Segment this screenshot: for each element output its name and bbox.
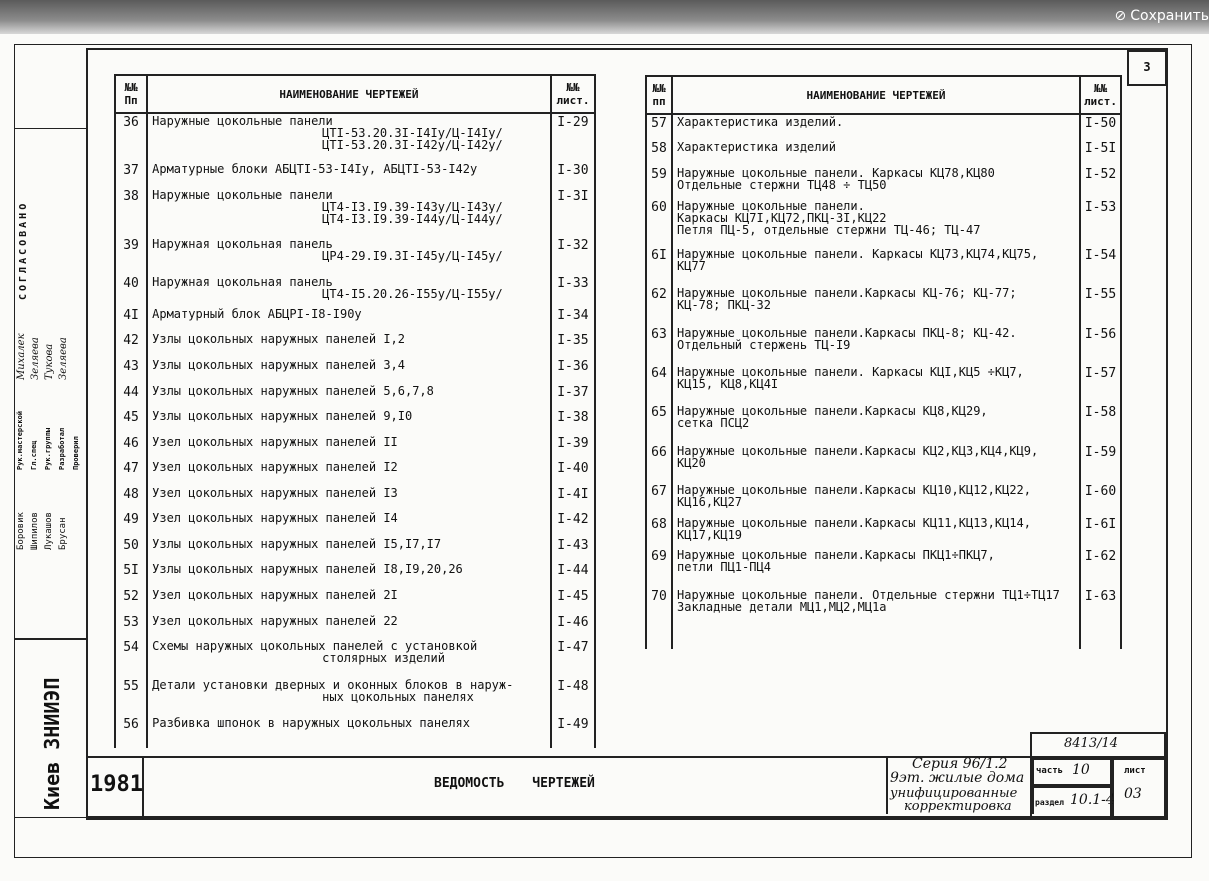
table-row <box>646 365 1121 404</box>
row-number: 67 <box>646 483 672 516</box>
table-row <box>115 435 595 461</box>
row-number: 53 <box>115 614 147 640</box>
agreed-label: СОГЛАСОВАНО <box>18 200 29 300</box>
row-number: 47 <box>115 460 147 486</box>
table-row <box>115 639 595 677</box>
row-number: 63 <box>646 326 672 365</box>
row-number: 5I <box>115 562 147 588</box>
row-name <box>147 511 551 537</box>
row-number: 52 <box>115 588 147 614</box>
row-sheet: I-46 <box>551 614 595 640</box>
row-number: 37 <box>115 162 147 188</box>
sheet-value: 03 <box>1124 786 1142 802</box>
row-sheet: I-4I <box>551 486 595 512</box>
row-number: 58 <box>646 140 672 166</box>
row-name-line: Узлы цокольных наружных панелей 5,6,7,8 <box>152 383 434 398</box>
row-sheet: I-39 <box>551 435 595 461</box>
row-name <box>672 588 1080 649</box>
side-role-label: Гл.спец <box>30 440 38 470</box>
row-name <box>147 307 551 333</box>
row-name-line: Наружные цокольные панели.Каркасы КЦ2,КЦ3,КЦ4,КЦ9, <box>677 443 1039 458</box>
row-sheet: I-58 <box>1080 404 1121 443</box>
row-name-line: ЦТI-53.20.3I-I42у/Ц-I42у/ <box>322 138 503 152</box>
row-name <box>147 275 551 307</box>
row-name-line: КЦ77 <box>677 259 706 274</box>
row-name-line: Арматурный блок АБЦРI-I8-I90у <box>152 306 362 321</box>
row-name <box>147 639 551 677</box>
row-name <box>147 716 551 748</box>
row-name <box>147 614 551 640</box>
row-name-line: Наружные цокольные панели. <box>677 199 865 214</box>
part-value: 10 <box>1072 762 1090 778</box>
row-name-line: Наружная цокольная панель <box>152 274 333 289</box>
row-sheet: I-48 <box>551 678 595 716</box>
row-sheet: I-5I <box>1080 140 1121 166</box>
row-sheet: I-42 <box>551 511 595 537</box>
section-value: 10.1-4 <box>1070 792 1115 808</box>
row-sheet: I-59 <box>1080 444 1121 483</box>
row-name <box>147 562 551 588</box>
row-name <box>672 516 1080 549</box>
row-name-line: ных цокольных панелях <box>322 689 474 704</box>
row-sheet: I-34 <box>551 307 595 333</box>
side-person-name: Лукашов <box>44 512 54 550</box>
table-row <box>646 140 1121 166</box>
col-num-header: №№ Пп <box>115 75 147 113</box>
row-name <box>147 188 551 237</box>
row-number: 4I <box>115 307 147 333</box>
row-sheet: I-55 <box>1080 286 1121 325</box>
table-row <box>115 358 595 384</box>
row-name-line: Узлы цокольных наружных панелей 9,I0 <box>152 409 413 424</box>
row-number: 68 <box>646 516 672 549</box>
row-name-line: КЦ17,КЦ19 <box>677 527 743 542</box>
document-title: ВЕДОМОСТЬ ЧЕРТЕЖЕЙ <box>434 776 595 791</box>
row-name-line: Наружные цокольные панели.Каркасы КЦ10,КЦ12,КЦ22, <box>677 482 1032 497</box>
series-line-3: унифицированные <box>890 786 1018 801</box>
table-row <box>646 588 1121 649</box>
row-name <box>147 435 551 461</box>
row-name-line: КЦ15, КЦ8,КЦ4I <box>677 377 779 392</box>
row-sheet: I-36 <box>551 358 595 384</box>
row-name-line: Схемы наружных цокольных панелей с установкой <box>152 639 478 654</box>
table-row <box>115 332 595 358</box>
row-number: 70 <box>646 588 672 649</box>
row-sheet: I-44 <box>551 562 595 588</box>
row-name-line: ЦТ4-I3.I9.39-I43у/Ц-I43у/ <box>322 199 503 214</box>
row-name-line: Закладные детали МЦ1,МЦ2,МЦ1а <box>677 599 887 614</box>
row-name <box>147 384 551 410</box>
row-number: 36 <box>115 113 147 162</box>
series-line-2: 9эт. жилые дома <box>890 770 1025 786</box>
row-number: 43 <box>115 358 147 384</box>
row-number: 40 <box>115 275 147 307</box>
row-name-line: сетка ПСЦ2 <box>677 416 750 431</box>
table-row <box>646 404 1121 443</box>
row-name-line: ЦТI-53.20.3I-I4Iу/Ц-I4Iу/ <box>322 126 503 140</box>
row-name-line: Наружные цокольные панели <box>152 114 333 128</box>
row-number: 54 <box>115 639 147 677</box>
table-row <box>646 114 1121 140</box>
row-sheet: I-45 <box>551 588 595 614</box>
table-header <box>646 76 1121 114</box>
table-row <box>115 588 595 614</box>
row-name-line: Характеристика изделий <box>677 140 836 155</box>
table-row <box>115 307 595 333</box>
col-sheet-header: №№ лист. <box>1080 76 1121 114</box>
row-name <box>672 444 1080 483</box>
row-number: 38 <box>115 188 147 237</box>
row-name <box>672 483 1080 516</box>
table-row <box>115 511 595 537</box>
year: 1981 <box>90 772 143 797</box>
row-name-line: Отдельный стержень ТЦ-I9 <box>677 337 851 352</box>
row-name <box>147 162 551 188</box>
row-number: 66 <box>646 444 672 483</box>
row-sheet: I-54 <box>1080 247 1121 286</box>
row-name <box>672 365 1080 404</box>
row-sheet: I-62 <box>1080 548 1121 587</box>
row-number: 55 <box>115 678 147 716</box>
row-name <box>672 140 1080 166</box>
side-agreed-name: Зеляева <box>30 337 41 380</box>
table-row <box>115 188 595 237</box>
row-name-line: ЦТ4-I3.I9.39-I44у/Ц-I44у/ <box>322 211 503 226</box>
table-row <box>115 162 595 188</box>
row-number: 57 <box>646 114 672 140</box>
row-sheet: I-49 <box>551 716 595 748</box>
row-number: 42 <box>115 332 147 358</box>
row-name <box>147 409 551 435</box>
table-row <box>115 486 595 512</box>
row-number: 46 <box>115 435 147 461</box>
row-name-line: Наружные цокольные панели.Каркасы ПКЦ1÷ПКЦ7, <box>677 548 995 563</box>
side-agreed-name: Михалек <box>16 333 27 380</box>
row-name <box>672 286 1080 325</box>
table-row <box>115 678 595 716</box>
table-row <box>646 548 1121 587</box>
row-sheet: I-3I <box>551 188 595 237</box>
row-name-line: Наружная цокольная панель <box>152 236 333 251</box>
row-name <box>147 678 551 716</box>
row-sheet: I-56 <box>1080 326 1121 365</box>
row-name-line: Узел цокольных наружных панелей I3 <box>152 485 398 500</box>
row-name-line: ЦР4-29.I9.3I-I45у/Ц-I45у/ <box>322 248 503 263</box>
row-number: 60 <box>646 199 672 247</box>
row-sheet: I-32 <box>551 237 595 275</box>
row-sheet: I-37 <box>551 384 595 410</box>
sheet-label: лист <box>1124 766 1146 776</box>
left-drawings-table <box>114 74 596 748</box>
row-name-line: Узлы цокольных наружных панелей I5,I7,I7 <box>152 536 442 551</box>
row-name <box>147 588 551 614</box>
save-button[interactable]: ⊘ Сохранить <box>1114 8 1209 24</box>
table-row <box>646 444 1121 483</box>
row-name <box>147 486 551 512</box>
col-name-header: НАИМЕНОВАНИЕ ЧЕРТЕЖЕЙ <box>672 76 1080 114</box>
row-name <box>147 237 551 275</box>
side-role-label: Рук.мастерской <box>16 410 24 470</box>
row-name-line: Наружные цокольные панели. Каркасы КЦI,КЦ5 ÷КЦ7, <box>677 365 1024 380</box>
section-label: раздел <box>1035 798 1064 807</box>
row-name-line: Наружные цокольные панели.Каркасы КЦ11,КЦ13,КЦ14, <box>677 515 1032 530</box>
row-sheet: I-35 <box>551 332 595 358</box>
row-sheet: I-30 <box>551 162 595 188</box>
row-number: 39 <box>115 237 147 275</box>
city-label: Киев ЗНИИЭП <box>40 677 64 810</box>
row-sheet: I-60 <box>1080 483 1121 516</box>
row-number: 48 <box>115 486 147 512</box>
row-number: 6I <box>646 247 672 286</box>
row-name <box>147 460 551 486</box>
row-number: 59 <box>646 166 672 199</box>
series-line-1: Серия 96/1.2 <box>912 756 1008 772</box>
row-name-line: Петля ПЦ-5, отдельные стержни ТЦ-46; ТЦ-47 <box>677 223 981 238</box>
table-row <box>646 286 1121 325</box>
col-name-header: НАИМЕНОВАНИЕ ЧЕРТЕЖЕЙ <box>147 75 551 113</box>
table-row <box>115 537 595 563</box>
side-person-name: Боровик <box>16 512 26 550</box>
table-row <box>115 275 595 307</box>
table-row <box>646 166 1121 199</box>
row-number: 65 <box>646 404 672 443</box>
side-person-name: Брусан <box>58 517 68 550</box>
side-agreed-name: Тукова <box>44 343 55 380</box>
row-sheet: I-50 <box>1080 114 1121 140</box>
row-sheet: I-33 <box>551 275 595 307</box>
row-number: 62 <box>646 286 672 325</box>
row-number: 45 <box>115 409 147 435</box>
row-name <box>147 113 551 162</box>
row-sheet: I-40 <box>551 460 595 486</box>
row-number: 50 <box>115 537 147 563</box>
row-name-line: Узел цокольных наружных панелей I4 <box>152 511 398 526</box>
row-sheet: I-6I <box>1080 516 1121 549</box>
row-name <box>672 548 1080 587</box>
table-row <box>115 113 595 162</box>
row-sheet: I-47 <box>551 639 595 677</box>
row-sheet: I-52 <box>1080 166 1121 199</box>
document-code: 8413/14 <box>1064 736 1119 751</box>
row-name-line: Наружные цокольные панели <box>152 187 333 202</box>
row-name-line: КЦ20 <box>677 455 706 470</box>
row-sheet: I-43 <box>551 537 595 563</box>
row-name <box>672 114 1080 140</box>
row-name-line: Отдельные стержни ТЦ48 ÷ ТЦ50 <box>677 178 887 193</box>
row-sheet: I-57 <box>1080 365 1121 404</box>
row-name-line: Детали установки дверных и оконных блоков в наруж- <box>152 677 514 692</box>
row-name <box>672 199 1080 247</box>
row-name-line: Характеристика изделий. <box>677 115 844 129</box>
series-line-4: корректировка <box>904 799 1012 814</box>
row-name-line: Узел цокольных наружных панелей 22 <box>152 613 398 628</box>
row-name-line: Наружные цокольные панели.Каркасы КЦ-76; КЦ-77; <box>677 286 1017 301</box>
table-row <box>646 247 1121 286</box>
row-name-line: Наружные цокольные панели. Каркасы КЦ78,КЦ80 <box>677 166 995 181</box>
row-name <box>147 358 551 384</box>
side-person-name: Шипилов <box>30 512 40 550</box>
row-name-line: Узел цокольных наружных панелей II <box>152 434 398 449</box>
table-row <box>115 614 595 640</box>
row-name-line: КЦ16,КЦ27 <box>677 494 743 509</box>
table-row <box>646 326 1121 365</box>
row-name <box>672 247 1080 286</box>
col-sheet-header: №№ лист. <box>551 75 595 113</box>
row-name-line: Арматурные блоки АБЦТI-53-I4Iу, АБЦТI-53-I42у <box>152 162 478 176</box>
row-name <box>147 537 551 563</box>
row-name <box>672 326 1080 365</box>
table-header <box>115 75 595 113</box>
row-number: 44 <box>115 384 147 410</box>
row-name-line: Узел цокольных наружных панелей I2 <box>152 460 398 475</box>
sheet-number: 3 <box>1127 50 1167 86</box>
row-name-line: Наружные цокольные панели. Отдельные стержни ТЦ1÷ТЦ17 <box>677 587 1060 602</box>
row-name <box>672 404 1080 443</box>
row-number: 56 <box>115 716 147 748</box>
row-name-line: Разбивка шпонок в наружных цокольных панелях <box>152 715 471 730</box>
row-name-line: Узлы цокольных наружных панелей 3,4 <box>152 357 405 372</box>
table-row <box>646 516 1121 549</box>
link-icon: ⊘ <box>1114 8 1127 24</box>
table-row <box>115 460 595 486</box>
row-name <box>147 332 551 358</box>
side-role-label: Проверил <box>72 436 80 470</box>
table-row <box>646 199 1121 247</box>
table-row <box>115 716 595 748</box>
row-sheet: I-63 <box>1080 588 1121 649</box>
row-name-line: петли ПЦ1-ПЦ4 <box>677 560 771 575</box>
row-sheet: I-53 <box>1080 199 1121 247</box>
row-name-line: Узел цокольных наружных панелей 2I <box>152 588 398 603</box>
table-row <box>115 562 595 588</box>
side-role-label: Рук.группы <box>44 427 52 470</box>
row-number: 49 <box>115 511 147 537</box>
row-sheet: I-29 <box>551 113 595 162</box>
row-number: 69 <box>646 548 672 587</box>
row-name-line: Наружные цокольные панели. Каркасы КЦ73,КЦ74,КЦ75, <box>677 247 1039 262</box>
table-row <box>115 237 595 275</box>
row-name-line: ЦТ4-I5.20.26-I55у/Ц-I55у/ <box>322 286 503 301</box>
row-name-line: Наружные цокольные панели.Каркасы КЦ8,КЦ29, <box>677 404 988 419</box>
row-name-line: Узлы цокольных наружных панелей I8,I9,20,26 <box>152 562 463 577</box>
side-role-label: Разработал <box>58 427 66 470</box>
col-num-header: №№ пп <box>646 76 672 114</box>
row-name-line: столярных изделий <box>322 651 445 666</box>
side-agreed-name: Зеляева <box>58 337 69 380</box>
viewer-toolbar <box>0 0 1209 34</box>
table-row <box>115 384 595 410</box>
row-name-line: Узлы цокольных наружных панелей I,2 <box>152 332 405 347</box>
row-name-line: Наружные цокольные панели.Каркасы ПКЦ-8; КЦ-42. <box>677 325 1017 340</box>
right-drawings-table <box>645 75 1122 649</box>
table-row <box>646 483 1121 516</box>
row-name <box>672 166 1080 199</box>
part-label: часть <box>1036 766 1064 776</box>
row-name-line: Каркасы КЦ7I,КЦ72,ПКЦ-3I,КЦ22 <box>677 211 887 226</box>
table-row <box>115 409 595 435</box>
row-number: 64 <box>646 365 672 404</box>
row-sheet: I-38 <box>551 409 595 435</box>
row-name-line: КЦ-78; ПКЦ-32 <box>677 298 771 313</box>
